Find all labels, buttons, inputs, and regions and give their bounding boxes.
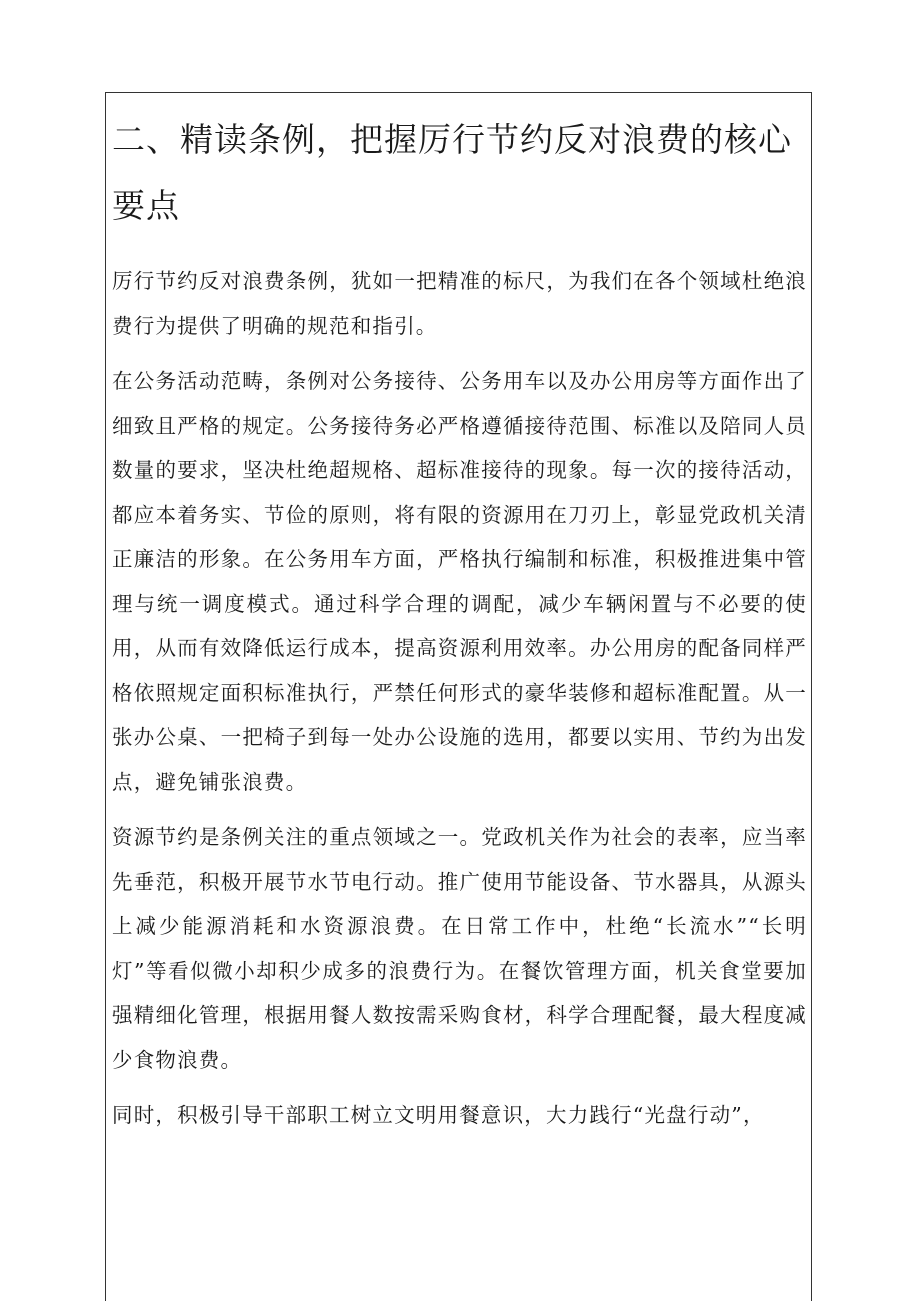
document-body <box>112 107 807 1149</box>
section-heading: 二、精读条例，把握厉行节约反对浪费的核心要点 <box>112 120 792 225</box>
paragraph-civilized-dining: 同时，积极引导干部职工树立文明用餐意识，大力践行“光盘行动”， <box>112 1103 765 1127</box>
page-frame <box>105 92 812 1301</box>
paragraph-intro: 厉行节约反对浪费条例，犹如一把精准的标尺，为我们在各个领域杜绝浪费行为提供了明确的规范和指引。 <box>112 269 807 338</box>
paragraph-resource-saving: 资源节约是条例关注的重点领域之一。党政机关作为社会的表率，应当率先垂范，积极开展节水节电行动。推广使用节能设备、节水器具，从源头上减少能源消耗和水资源浪费。在日常工作中，杜绝“长流水”“长明灯”等看似微小却积少成多的浪费行为。在餐饮管理方面，机关食堂要加强精细化管理，根据用餐人数按需采购食材，科学合理配餐，最大程度减少食物浪费。 <box>112 825 807 1072</box>
paragraph-official-activities: 在公务活动范畴，条例对公务接待、公务用车以及办公用房等方面作出了细致且严格的规定。公务接待务必严格遵循接待范围、标准以及陪同人员数量的要求，坚决杜绝超规格、超标准接待的现象。每一次的接待活动，都应本着务实、节俭的原则，将有限的资源用在刀刃上，彰显党政机关清正廉洁的形象。在公务用车方面，严格执行编制和标准，积极推进集中管理与统一调度模式。通过科学合理的调配，减少车辆闲置与不必要的使用，从而有效降低运行成本，提高资源利用效率。办公用房的配备同样严格依照规定面积标准执行，严禁任何形式的豪华装修和超标准配置。从一张办公桌、一把椅子到每一处办公设施的选用，都要以实用、节约为出发点，避免铺张浪费。 <box>112 369 807 794</box>
